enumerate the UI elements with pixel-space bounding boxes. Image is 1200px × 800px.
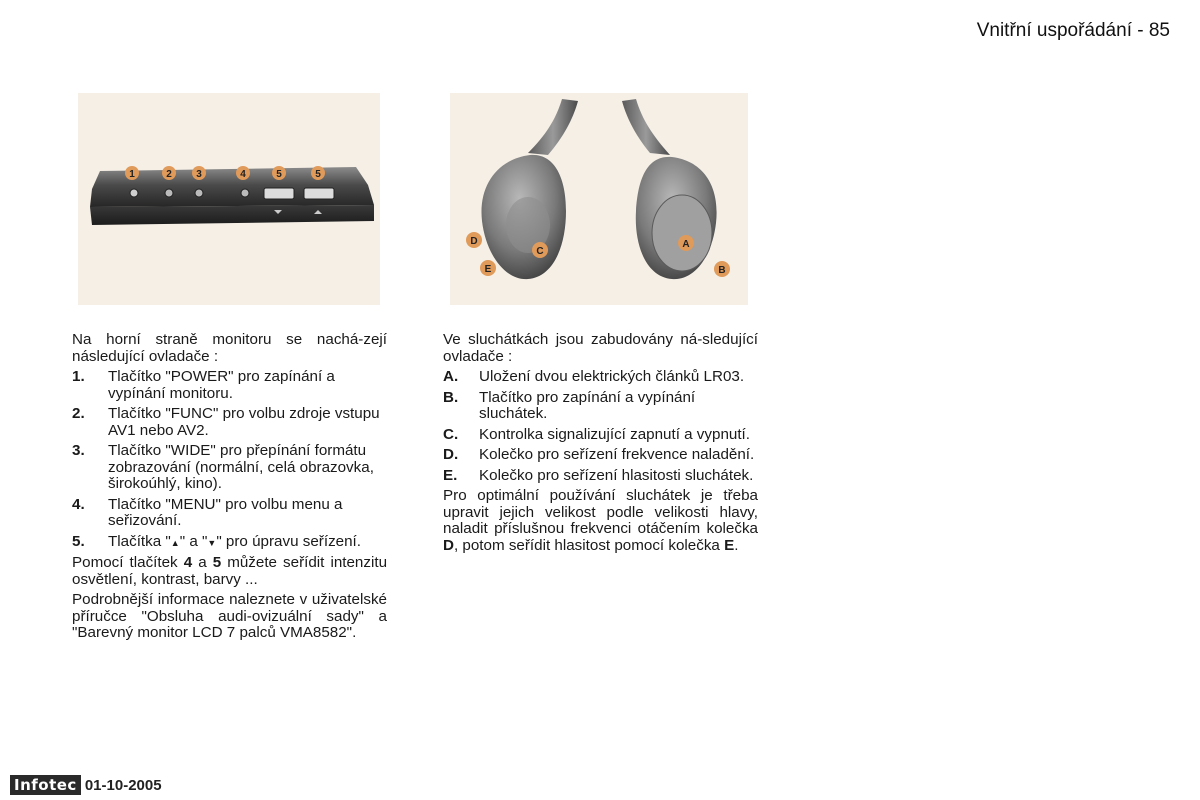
- headphones-description: [443, 332, 758, 558]
- headphones-usage-note: [443, 488, 758, 554]
- callout-a: A: [682, 239, 690, 250]
- item-letter: E.: [443, 466, 458, 484]
- list-item: [72, 534, 387, 552]
- manual-reference: Podrobnější informace naleznete v uživatelské příručce "Obsluha audi-ovizuální sady" a "Barevný monitor LCD 7 palců VMA8582".: [72, 591, 387, 641]
- item-text: Uložení dvou elektrických článků LR03.: [479, 368, 745, 385]
- left-headband-arm: [528, 99, 578, 155]
- menu-button-shape: [241, 189, 249, 197]
- monitor-description: [72, 332, 387, 646]
- note-text: Pro optimální používání sluchátek je třeba upravit jejich velikost podle velikosti hlavy, naladit příslušnou frekvenci otáčením kolečka: [443, 487, 758, 537]
- note-bold-4: 4: [183, 554, 193, 571]
- wide-button-shape: [195, 189, 203, 197]
- note-text: Pomocí tlačítek: [72, 554, 184, 571]
- callout-d: D: [470, 236, 478, 247]
- note-bold-5: 5: [212, 554, 222, 571]
- item-number: 2.: [72, 405, 85, 422]
- up-arrow-icon: ▲: [170, 537, 180, 548]
- note-bold-e: E: [724, 536, 735, 554]
- arrow-buttons-shape: [264, 188, 294, 199]
- callout-2: 2: [166, 169, 172, 180]
- monitor-controls-figure: [78, 93, 380, 305]
- item-letter: B.: [443, 388, 459, 406]
- list-item: [72, 369, 387, 402]
- note-text: můžete seřídit intenzitu osvětlení, kontrast, barvy ...: [72, 554, 388, 588]
- callout-5a: 5: [276, 169, 282, 180]
- list-item: [443, 369, 758, 386]
- callout-c: C: [536, 246, 544, 257]
- item-number: 4.: [72, 495, 85, 513]
- item-number: 5.: [72, 532, 85, 550]
- headphone-controls-list: [443, 369, 758, 484]
- monitor-front: [90, 205, 374, 225]
- item-text: Tlačítko "FUNC" pro volbu zdroje vstupu AV1 nebo AV2.: [108, 405, 380, 439]
- item-text: Tlačítko "WIDE" pro přepínání formátu zobrazování (normální, celá obrazovka, širokoúhlý, kino).: [108, 442, 374, 492]
- list-item: [443, 390, 758, 423]
- list-item: [72, 406, 387, 439]
- item-letter: A.: [443, 368, 459, 385]
- headphones-intro: Ve sluchátkách jsou zabudovány ná-sledující ovladače :: [443, 331, 758, 365]
- item-number: 1.: [72, 368, 85, 385]
- note-text: a: [192, 554, 213, 571]
- list-item: [72, 497, 387, 530]
- item-text: Tlačítko "MENU" pro volbu menu a seřizování.: [108, 495, 343, 529]
- item-text: Kontrolka signalizující zapnutí a vypnutí.: [479, 425, 750, 443]
- list-item: [443, 427, 758, 444]
- item-text: Kolečko pro seřízení hlasitosti sluchátek.: [479, 466, 754, 484]
- note-text: , potom seřídit hlasitost pomocí kolečka: [453, 536, 725, 554]
- down-arrow-icon: ▼: [207, 537, 217, 548]
- publication-date: 01-10-2005: [84, 776, 162, 794]
- item-letter: C.: [443, 425, 459, 443]
- item-letter: D.: [443, 446, 459, 463]
- item-text: Tlačítko "POWER" pro zapínání a vypínání monitoru.: [108, 368, 335, 402]
- item-text: [108, 534, 387, 552]
- note-text: .: [734, 536, 739, 554]
- callout-e: E: [484, 264, 492, 275]
- callout-1: 1: [129, 169, 135, 180]
- list-item: [443, 447, 758, 464]
- monitor-adjust-note: [72, 555, 387, 588]
- power-button-shape: [130, 189, 138, 197]
- item-number: 3.: [72, 442, 85, 459]
- headphones-controls-figure: [450, 93, 748, 305]
- callout-3: 3: [196, 169, 202, 180]
- list-item: [443, 468, 758, 485]
- item5-post: " pro úpravu seřízení.: [216, 532, 361, 550]
- callout-5b: 5: [315, 169, 321, 180]
- func-button-shape: [165, 189, 173, 197]
- right-headband-arm: [622, 99, 670, 155]
- note-bold-d: D: [443, 536, 454, 554]
- item5-mid: " a ": [179, 532, 208, 550]
- item-text: Tlačítko pro zapínání a vypínání sluchátek.: [479, 388, 696, 422]
- infotec-logo: Infotec: [10, 775, 81, 795]
- page-footer: [10, 775, 162, 795]
- item-text: Kolečko pro seřízení frekvence naladění.: [479, 446, 755, 463]
- monitor-intro: Na horní straně monitoru se nachá-zejí následující ovladače :: [72, 331, 387, 365]
- callout-b: B: [718, 265, 726, 276]
- battery-cover: [652, 195, 712, 271]
- page-header: Vnitřní uspořádání - 85: [976, 20, 1170, 41]
- monitor-controls-list: [72, 369, 387, 551]
- item5-pre: Tlačítka ": [108, 532, 171, 550]
- wide-panel-shape: [304, 188, 334, 199]
- callout-4: 4: [240, 169, 246, 180]
- list-item: [72, 443, 387, 493]
